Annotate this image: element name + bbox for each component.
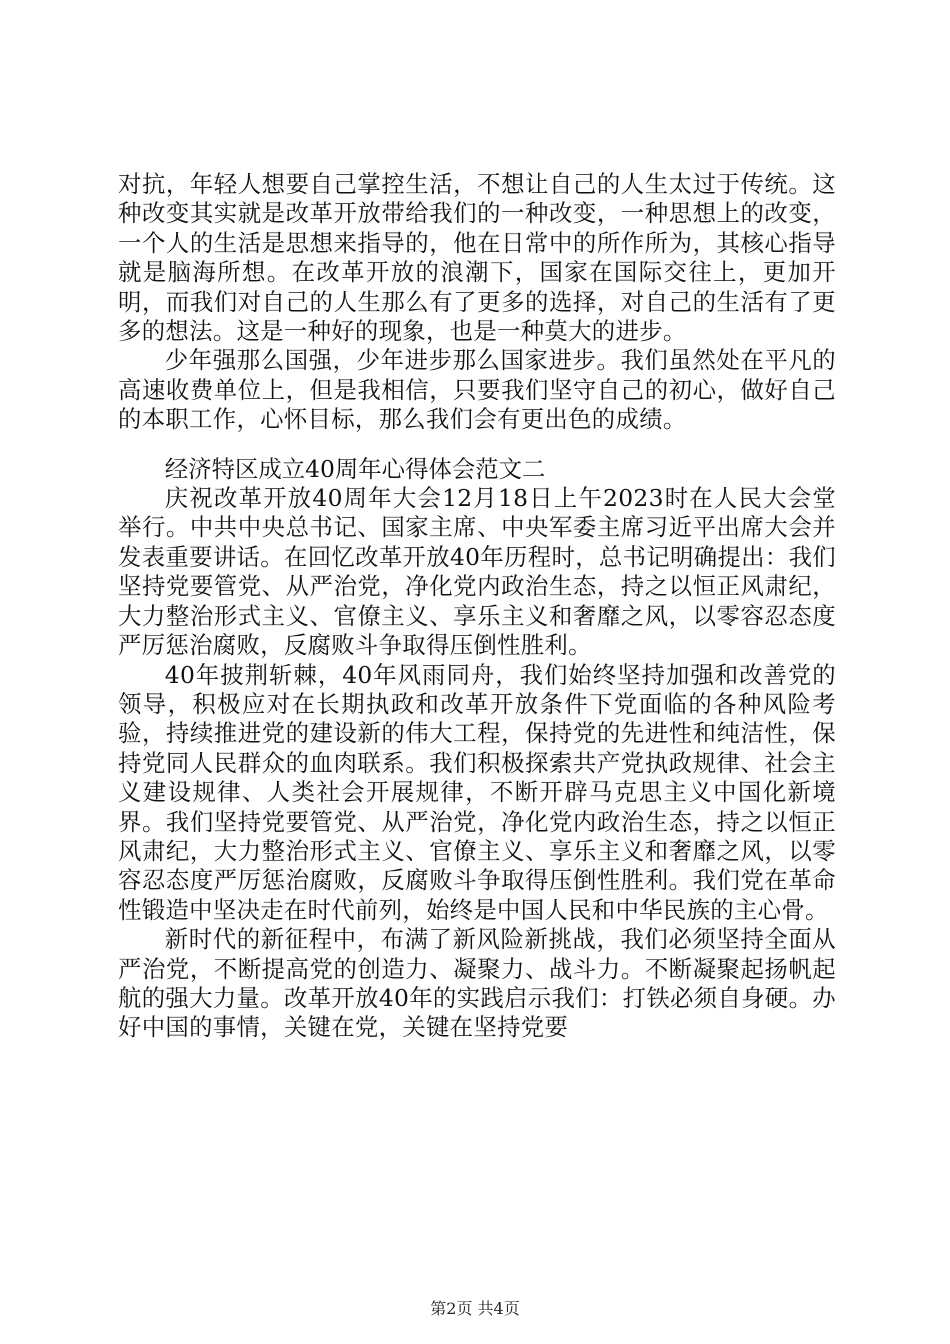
paragraph-youth: 少年强那么国强，少年进步那么国家进步。我们虽然处在平凡的高速收费单位上，但是我相信，只要我们坚守自己的初心，做好自己的本职工作，心怀目标，那么我们会有更出色的成绩。 (118, 346, 836, 434)
document-body (118, 170, 836, 1043)
section-title: 经济特区成立40周年心得体会范文二 (164, 454, 546, 483)
page-number: 第2页 共4页 (430, 1299, 520, 1318)
paragraph-continuation: 对抗，年轻人想要自己掌控生活，不想让自己的人生太过于传统。这种改变其实就是改革开放带给我们的一种改变，一种思想上的改变，一个人的生活是思想来指导的，他在日常中的所作所为，其核心指导就是脑海所想。在改革开放的浪潮下，国家在国际交往上，更加开明，而我们对自己的人生那么有了更多的选择，对自己的生活有了更多的想法。这是一种好的现象，也是一种莫大的进步。 (118, 170, 836, 346)
paragraph-anniversary: 庆祝改革开放40周年大会12月18日上午2023时在人民大会堂举行。中共中央总书记、国家主席、中央军委主席习近平出席大会并发表重要讲话。在回忆改革开放40年历程时，总书记明确提出：我们坚持党要管党、从严治党，净化党内政治生态，持之以恒正风肃纪，大力整治形式主义、官僚主义、享乐主义和奢靡之风，以零容忍态度严厉惩治腐败，反腐败斗争取得压倒性胜利。 (118, 484, 836, 660)
paragraph-new-era: 新时代的新征程中，布满了新风险新挑战，我们必须坚持全面从严治党，不断提高党的创造力、凝聚力、战斗力。不断凝聚起扬帆起航的强大力量。改革开放40年的实践启示我们：打铁必须自身硬。办好中国的事情，关键在党，关键在坚持党要 (118, 925, 836, 1042)
paragraph-forty-years: 40年披荆斩棘，40年风雨同舟，我们始终坚持加强和改善党的领导，积极应对在长期执政和改革开放条件下党面临的各种风险考验，持续推进党的建设新的伟大工程，保持党的先进性和纯洁性，保持党同人民群众的血肉联系。我们积极探索共产党执政规律、社会主义建设规律、人类社会开展规律，不断开辟马克思主义中国化新境界。我们坚持党要管党、从严治党，净化党内政治生态，持之以恒正风肃纪，大力整治形式主义、官僚主义、享乐主义和奢靡之风，以零容忍态度严厉惩治腐败，反腐败斗争取得压倒性胜利。我们党在革命性锻造中坚决走在时代前列，始终是中国人民和中华民族的主心骨。 (118, 660, 836, 924)
section-gap (118, 435, 836, 455)
